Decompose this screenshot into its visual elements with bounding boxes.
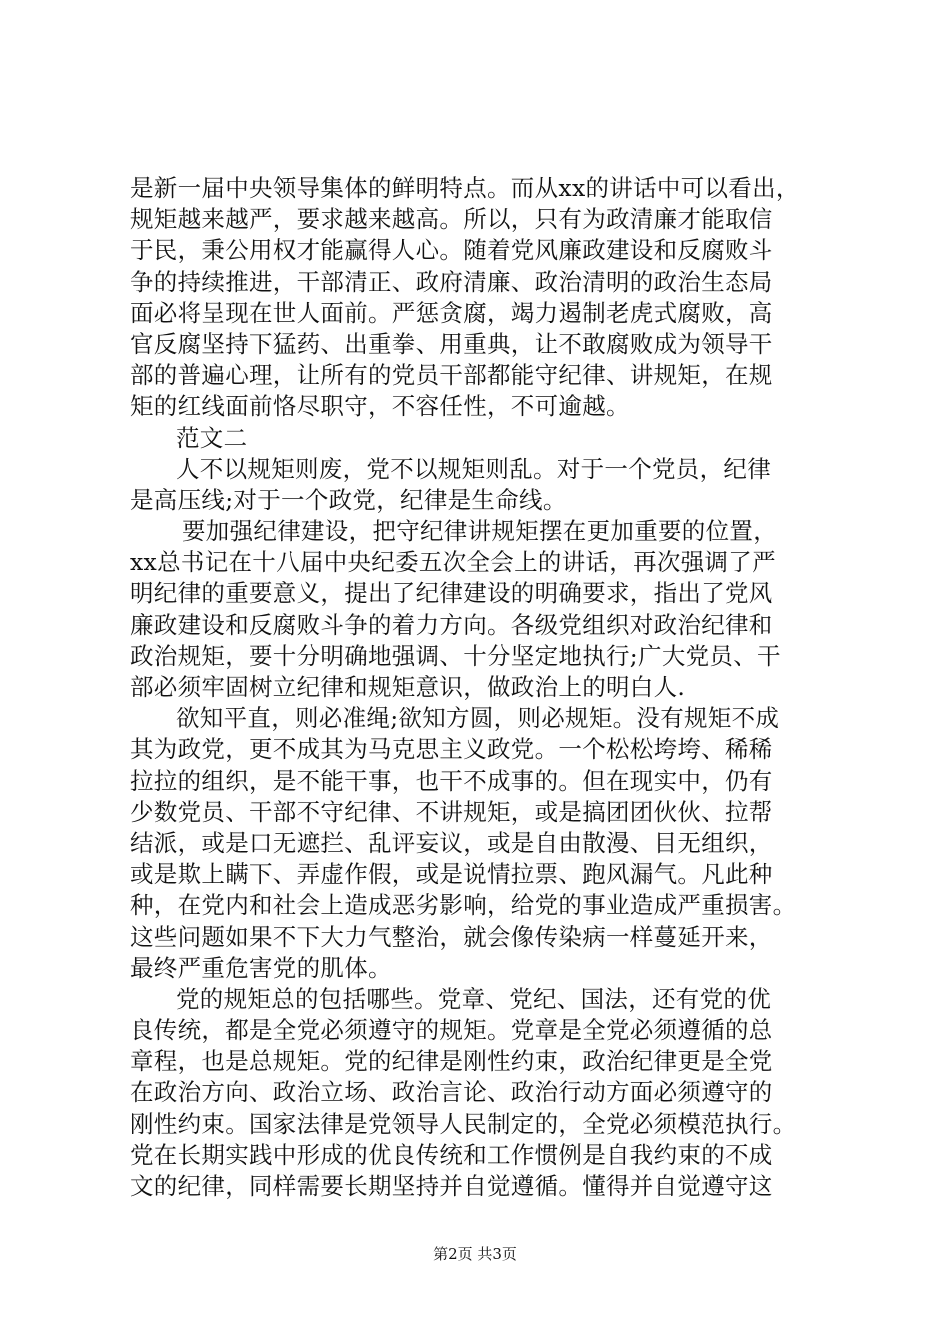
text-line: 规矩越来越严，要求越来越高。所以，只有为政清廉才能取信 bbox=[130, 205, 773, 234]
text-line: 其为政党，更不成其为马克思主义政党。一个松松垮垮、稀稀 bbox=[130, 735, 773, 764]
text-line: 在政治方向、政治立场、政治言论、政治行动方面必须遵守的 bbox=[130, 1078, 773, 1107]
text-line: 良传统，都是全党必须遵守的规矩。党章是全党必须遵循的总 bbox=[130, 1016, 773, 1045]
text-line: 官反腐坚持下猛药、出重拳、用重典，让不敢腐败成为领导干 bbox=[130, 329, 773, 358]
text-line: 部的普遍心理，让所有的党员干部都能守纪律、讲规矩，在规 bbox=[130, 361, 773, 390]
text-line: 刚性约束。国家法律是党领导人民制定的，全党必须模范执行。 bbox=[130, 1109, 797, 1138]
text-line: 最终严重危害党的肌体。 bbox=[130, 953, 392, 982]
text-line: 人不以规矩则废，党不以规矩则乱。对于一个党员，纪律 bbox=[176, 454, 771, 483]
text-line: 是新一届中央领导集体的鲜明特点。而从xx的讲话中可以看出， bbox=[130, 174, 800, 202]
text-line: 或是欺上瞒下、弄虚作假，或是说情拉票、跑风漏气。凡此种 bbox=[130, 860, 773, 889]
text-line: 这些问题如果不下大力气整治，就会像传染病一样蔓延开来， bbox=[130, 922, 773, 951]
text-line: 面必将呈现在世人面前。严惩贪腐，竭力遏制老虎式腐败，高 bbox=[130, 298, 773, 327]
text-line: 少数党员、干部不守纪律、不讲规矩，或是搞团团伙伙、拉帮 bbox=[130, 797, 773, 826]
text-line: xx总书记在十八届中央纪委五次全会上的讲话，再次强调了严 bbox=[130, 548, 776, 577]
text-line: 文的纪律，同样需要长期坚持并自觉遵循。懂得并自觉遵守这 bbox=[130, 1172, 773, 1200]
text-line: 种，在党内和社会上造成恶劣影响，给党的事业造成严重损害。 bbox=[130, 891, 797, 920]
text-line: 政治规矩，要十分明确地强调、十分坚定地执行;广大党员、干 bbox=[130, 641, 781, 670]
text-line: 部必须牢固树立纪律和规矩意识，做政治上的明白人. bbox=[130, 673, 686, 701]
text-line: 结派，或是口无遮拦、乱评妄议，或是自由散漫、目无组织， bbox=[130, 828, 773, 857]
text-line: 党的规矩总的包括哪些。党章、党纪、国法，还有党的优 bbox=[176, 984, 771, 1013]
text-line: 于民，秉公用权才能赢得人心。随着党风廉政建设和反腐败斗 bbox=[130, 236, 773, 265]
text-line: 拉拉的组织，是不能干事，也干不成事的。但在现实中，仍有 bbox=[130, 766, 773, 795]
text-line: 明纪律的重要意义，提出了纪律建设的明确要求，指出了党风 bbox=[130, 579, 773, 608]
text-line: 是高压线;对于一个政党，纪律是生命线。 bbox=[130, 485, 567, 514]
text-line: 矩的红线面前恪尽职守，不容任性，不可逾越。 bbox=[130, 392, 630, 421]
text-line: 章程，也是总规矩。党的纪律是刚性约束，政治纪律更是全党 bbox=[130, 1047, 773, 1076]
text-line: 欲知平直，则必准绳;欲知方圆，则必规矩。没有规矩不成 bbox=[176, 704, 780, 733]
text-line: 廉政建设和反腐败斗争的着力方向。各级党组织对政治纪律和 bbox=[130, 610, 773, 639]
text-line: 党在长期实践中形成的优良传统和工作惯例是自我约束的不成 bbox=[130, 1140, 773, 1169]
text-line: 争的持续推进，干部清正、政府清廉、政治清明的政治生态局 bbox=[130, 267, 773, 296]
document-body bbox=[130, 173, 830, 1202]
text-line: 范文二 bbox=[176, 423, 248, 452]
text-line: 要加强纪律建设，把守纪律讲规矩摆在更加重要的位置， bbox=[182, 517, 777, 546]
page-footer: 第2页 共3页 bbox=[433, 1245, 517, 1263]
